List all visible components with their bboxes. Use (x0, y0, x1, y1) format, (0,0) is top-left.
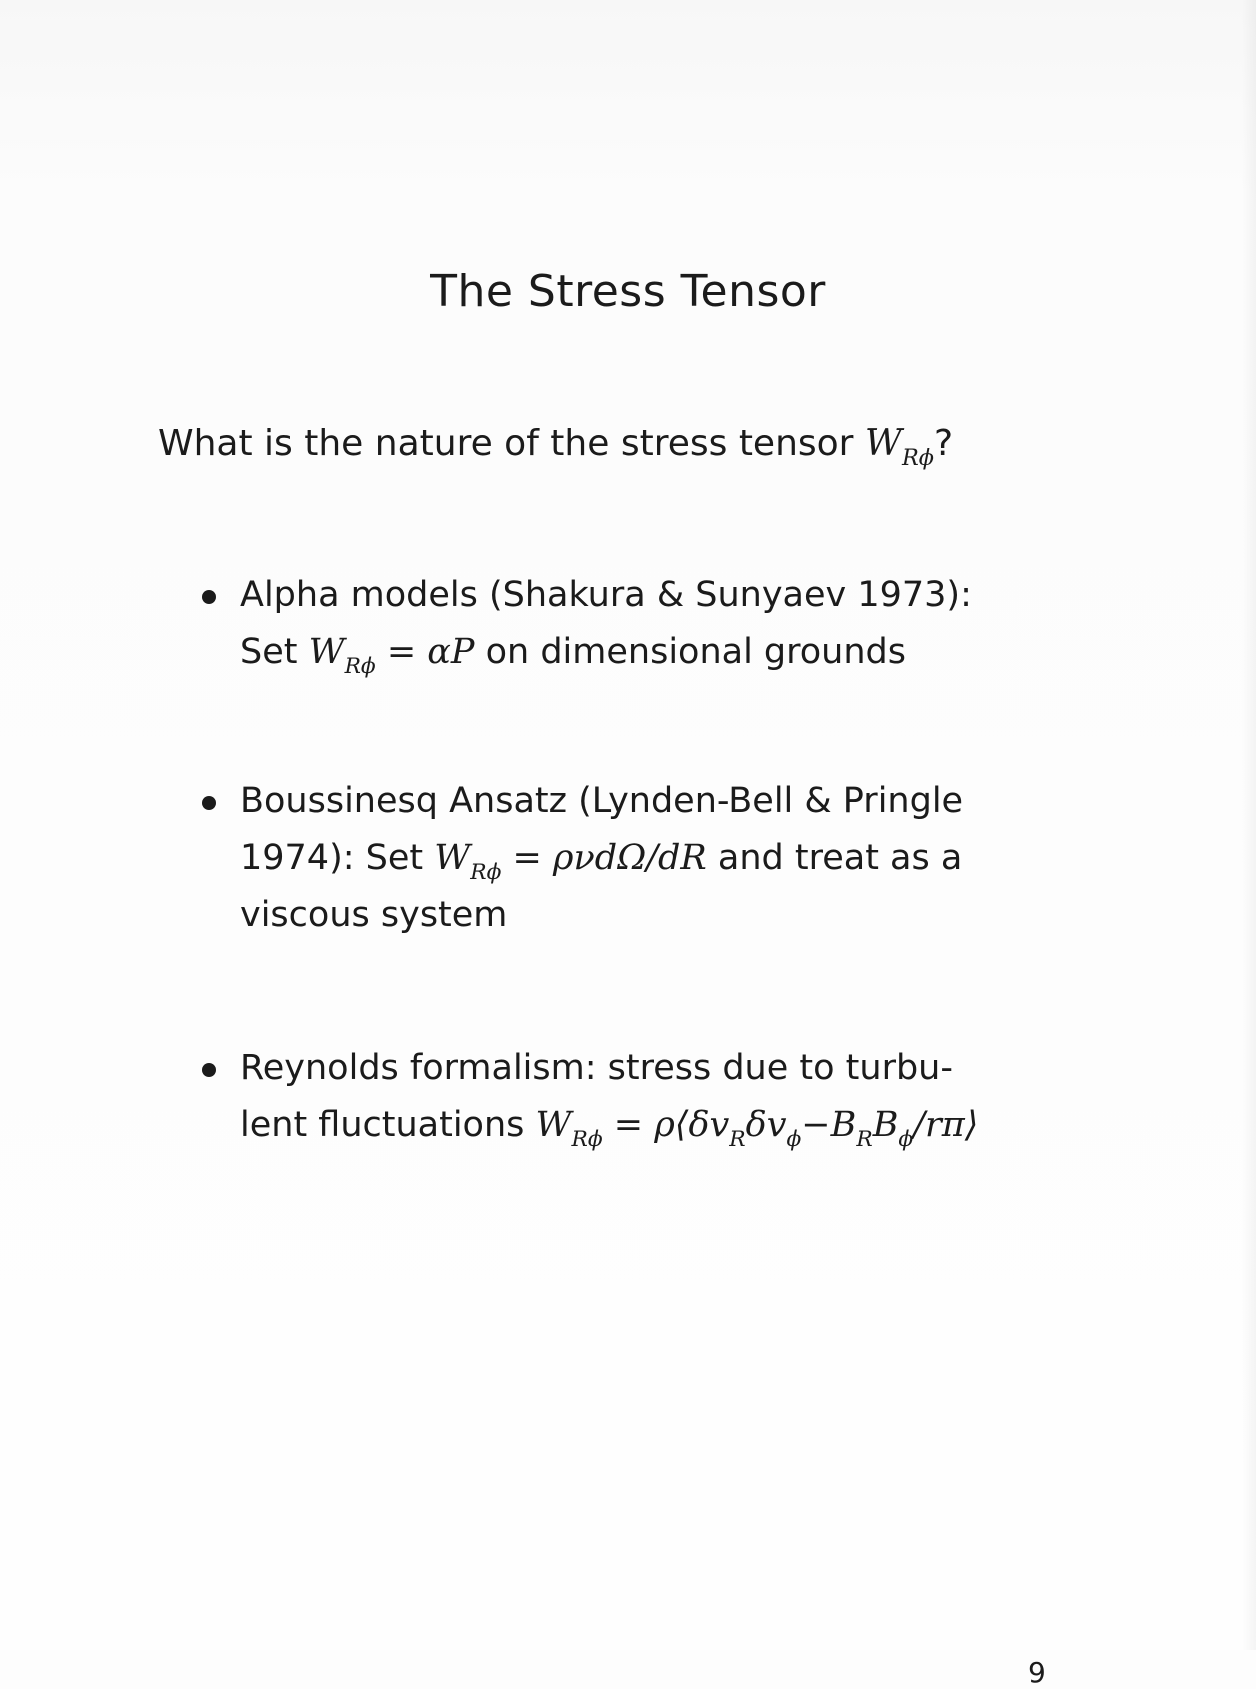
bullet-boussinesq-ansatz (240, 773, 1140, 944)
equation-subscript: R (729, 1126, 746, 1152)
equation-term: −B (801, 1105, 857, 1145)
equation-term: B (872, 1105, 899, 1145)
intro-symbol-base: W (864, 423, 902, 464)
equation-rhs: = αP (375, 632, 475, 672)
slide-title: The Stress Tensor (430, 266, 826, 317)
bullet-equation (434, 838, 707, 885)
bullet-text: Set (240, 632, 309, 672)
equation-subscript: R (856, 1126, 873, 1152)
bullet-dot (202, 1063, 216, 1077)
bullet-text: and treat as a (706, 838, 963, 878)
scan-edge-shadow (1242, 0, 1256, 1650)
bullet-dot (202, 796, 216, 810)
equation-symbol: W (434, 838, 471, 878)
intro-suffix: ? (933, 423, 954, 464)
intro-symbol (864, 423, 934, 472)
bullet-reynolds-formalism (240, 1040, 1140, 1154)
bullet-line (240, 1097, 1140, 1154)
bullet-dot (202, 590, 216, 604)
bullet-alpha-models (240, 567, 1140, 681)
equation-symbol: W (308, 632, 345, 672)
equation-rhs: = ρνdΩ/dR (501, 838, 707, 878)
equation-term: /rπ⟩ (913, 1105, 979, 1145)
equation-symbol: W (535, 1105, 572, 1145)
bullet-line: Alpha models (Shakura & Sunyaev 1973): (240, 575, 972, 615)
page-number: 9 (1028, 1656, 1046, 1689)
equation-subscript: ϕ (898, 1126, 914, 1152)
equation-subscript: ϕ (786, 1126, 802, 1152)
equation-term: δv (745, 1105, 787, 1145)
bullet-equation (535, 1105, 979, 1152)
bullet-line: viscous system (240, 895, 508, 935)
bullet-text: on dimensional grounds (474, 632, 907, 672)
intro-symbol-sub: Rϕ (901, 445, 934, 472)
equation-rhs: = ρ⟨δv (602, 1105, 730, 1145)
bullet-text: lent fluctuations (240, 1105, 536, 1145)
bullet-line (240, 830, 1140, 887)
bullet-line (240, 624, 1140, 681)
equation-subscript: Rϕ (470, 859, 502, 885)
bullet-line: Reynolds formalism: stress due to turbu- (240, 1048, 953, 1088)
intro-question (158, 418, 953, 470)
bullet-line: Boussinesq Ansatz (Lynden-Bell & Pringle (240, 781, 964, 821)
equation-subscript: Rϕ (344, 653, 376, 679)
bullet-equation (308, 632, 475, 679)
bullet-text: 1974): Set (240, 838, 435, 878)
intro-text: What is the nature of the stress tensor (158, 423, 865, 464)
equation-subscript: Rϕ (571, 1126, 603, 1152)
